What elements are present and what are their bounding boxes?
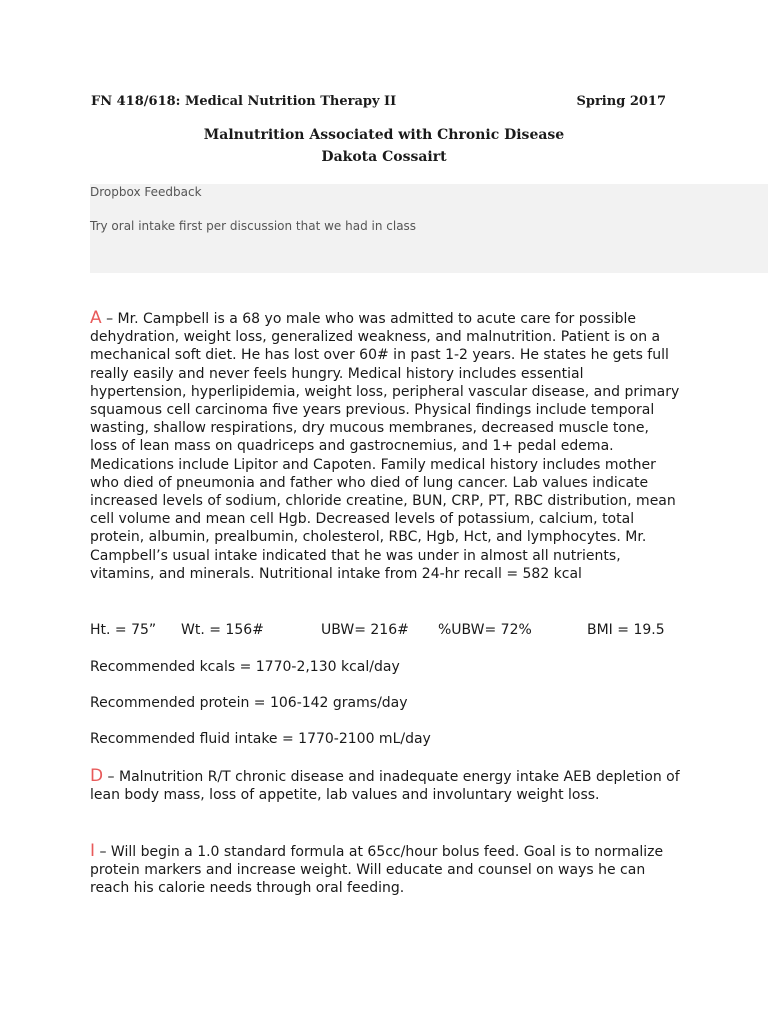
assessment-section [90, 309, 680, 583]
bmi-value: BMI = 19.5 [587, 622, 665, 638]
ubw-value: UBW= 216# [321, 622, 409, 638]
author-name: Dakota Cossairt [321, 149, 447, 165]
title-block [0, 124, 768, 168]
dropbox-feedback-comment: Try oral intake first per discussion that we had in class [90, 219, 417, 233]
document-title: Malnutrition Associated with Chronic Disease [203, 127, 565, 143]
intervention-section [90, 842, 680, 898]
dropbox-feedback-box [90, 184, 768, 273]
diagnosis-letter: D [90, 766, 104, 786]
assessment-letter: A [90, 308, 102, 328]
recommended-protein: Recommended protein = 106-142 grams/day [90, 695, 408, 711]
document-header [91, 94, 666, 109]
intervention-text: – Will begin a 1.0 standard formula at 65cc/hour bolus feed. Goal is to normalize protein markers and increase weight. Will educate and counsel on ways he can reach his calorie needs through oral feeding. [90, 844, 664, 897]
recommended-kcals: Recommended kcals = 1770-2,130 kcal/day [90, 659, 400, 675]
diagnosis-text: – Malnutrition R/T chronic disease and inadequate energy intake AEB depletion of lean body mass, loss of appetite, lab values and involuntary weight loss. [90, 769, 680, 804]
intervention-letter: I [90, 841, 96, 861]
diagnosis-section [90, 767, 680, 804]
height-value: Ht. = 75” [90, 622, 157, 638]
pct-ubw-value: %UBW= 72% [438, 622, 532, 638]
weight-value: Wt. = 156# [181, 622, 264, 638]
dropbox-feedback-label: Dropbox Feedback [90, 185, 202, 199]
term-label: Spring 2017 [576, 94, 666, 109]
course-title: FN 418/618: Medical Nutrition Therapy II [91, 94, 397, 109]
recommended-fluid: Recommended fluid intake = 1770-2100 mL/day [90, 731, 431, 747]
assessment-text: – Mr. Campbell is a 68 yo male who was admitted to acute care for possible dehydration, weight loss, generalized weakness, and malnutrition. Patient is on a mechanical soft diet. He has lost over 60# in past 1-2 years. He states he gets full really easily and never feels hungry. Medical history includes essential hypertension, hyperlipidemia, weight loss, peripheral vascular disease, and primary squamous cell carcinoma five years previous. Physical findings include temporal wasting, shallow respirations, dry mucous membranes, decreased muscle tone, loss of lean mass on quadriceps and gastrocnemius, and 1+ pedal edema. Medications include Lipitor and Capoten. Family medical history includes mother who died of pneumonia and father who died of lung cancer. Lab values indicate increased levels of sodium, chloride creatine, BUN, CRP, PT, RBC distribution, mean cell volume and mean cell Hgb. Decreased levels of potassium, calcium, total protein, albumin, prealbumin, cholesterol, RBC, Hgb, Hct, and lymphocytes. Mr. Campbell’s usual intake indicated that he was under in almost all nutrients, vitamins, and minerals. Nutritional intake from 24-hr recall = 582 kcal [90, 311, 680, 582]
